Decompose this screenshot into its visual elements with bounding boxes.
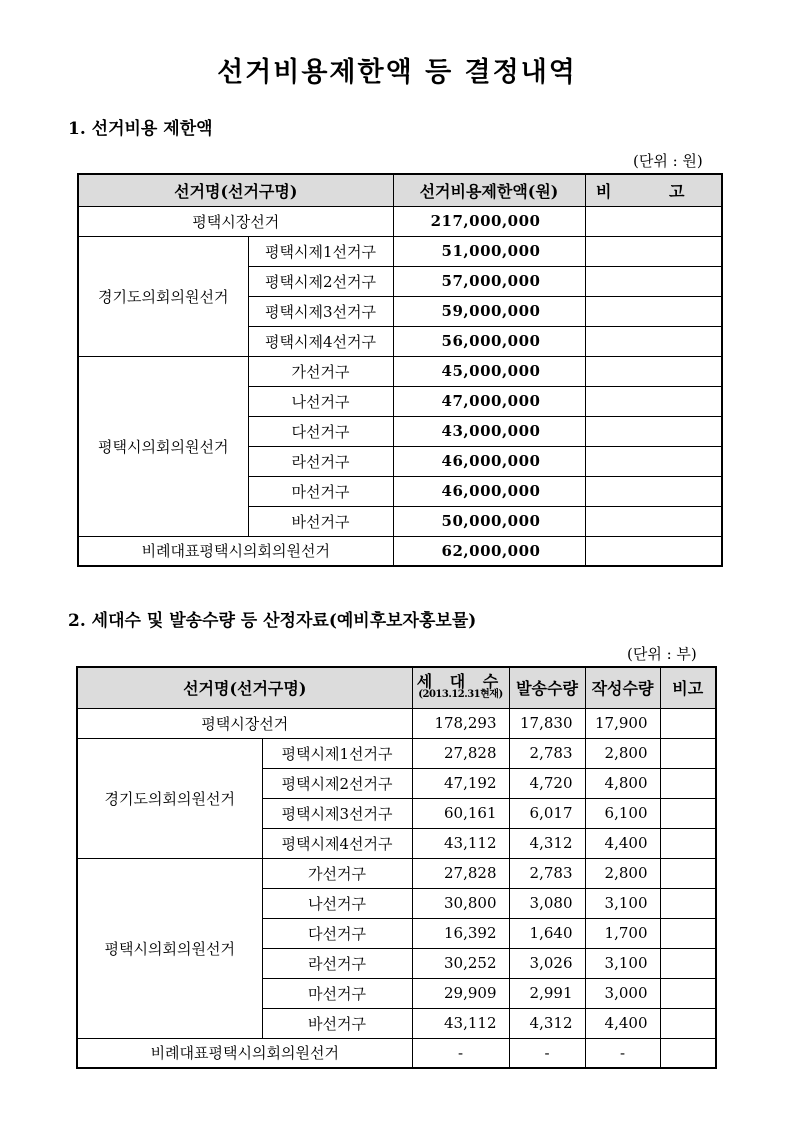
note-cell [660,768,716,798]
expense-limit-value: 217,000,000 [393,206,585,236]
note-cell [660,738,716,768]
election-group-label: 평택시의회의원선거 [78,356,248,536]
expense-limit-value: 62,000,000 [393,536,585,566]
made-quantity-value: 4,400 [585,828,660,858]
table-row [78,206,722,236]
district-name: 나선거구 [262,888,412,918]
note-cell [585,446,722,476]
households-value: 47,192 [412,768,509,798]
expense-limit-value: 51,000,000 [393,236,585,266]
note-cell [585,326,722,356]
note-cell [660,1038,716,1068]
district-name: 다선거구 [248,416,393,446]
sent-quantity-value: 2,783 [509,738,585,768]
made-quantity-value: 4,800 [585,768,660,798]
district-name: 마선거구 [262,978,412,1008]
households-value: 30,800 [412,888,509,918]
header-election-name: 선거명(선거구명) [78,174,393,206]
header-note: 비 고 [585,174,722,206]
households-value: 178,293 [412,708,509,738]
sent-quantity-value: 6,017 [509,798,585,828]
header-households [412,667,509,708]
expense-limit-value: 46,000,000 [393,446,585,476]
table-row [77,708,716,738]
sent-quantity-value: - [509,1038,585,1068]
expense-limit-value: 47,000,000 [393,386,585,416]
households-value: - [412,1038,509,1068]
note-cell [585,536,722,566]
district-name: 평택시제2선거구 [262,768,412,798]
section2-unit-note: (단위 : 부) [627,645,697,663]
made-quantity-value: 6,100 [585,798,660,828]
district-name: 바선거구 [262,1008,412,1038]
made-quantity-value: 4,400 [585,1008,660,1038]
note-cell [660,948,716,978]
district-name: 나선거구 [248,386,393,416]
table-row [78,356,722,386]
district-name: 라선거구 [248,446,393,476]
note-cell [585,356,722,386]
election-group-label: 경기도의회의원선거 [77,738,262,858]
table-row [77,858,716,888]
sent-quantity-value: 4,312 [509,828,585,858]
election-group-label: 경기도의회의원선거 [78,236,248,356]
sent-quantity-value: 17,830 [509,708,585,738]
expense-limit-value: 43,000,000 [393,416,585,446]
note-cell [660,798,716,828]
households-value: 27,828 [412,738,509,768]
households-value: 27,828 [412,858,509,888]
note-cell [585,416,722,446]
section1-unit-note: (단위 : 원) [633,152,703,170]
document-title: 선거비용제한액 등 결정내역 [217,57,577,88]
expense-limit-value: 50,000,000 [393,506,585,536]
sent-quantity-value: 1,640 [509,918,585,948]
note-cell [660,978,716,1008]
header-expense-limit: 선거비용제한액(원) [393,174,585,206]
made-quantity-value: 17,900 [585,708,660,738]
expense-limit-value: 56,000,000 [393,326,585,356]
header-election-name: 선거명(선거구명) [77,667,412,708]
expense-limit-value: 57,000,000 [393,266,585,296]
header-note: 비고 [660,667,716,708]
expense-limit-value: 59,000,000 [393,296,585,326]
made-quantity-value: 3,100 [585,948,660,978]
header-sent-quantity: 발송수량 [509,667,585,708]
made-quantity-value: 2,800 [585,858,660,888]
made-quantity-value: 3,100 [585,888,660,918]
note-cell [660,1008,716,1038]
district-name: 가선거구 [248,356,393,386]
households-value: 16,392 [412,918,509,948]
households-value: 29,909 [412,978,509,1008]
note-cell [660,888,716,918]
note-cell [660,858,716,888]
district-name: 다선거구 [262,918,412,948]
header-households-label: 세 대 수 [416,672,505,692]
note-cell [585,386,722,416]
district-name: 라선거구 [262,948,412,978]
note-cell [660,828,716,858]
households-value: 30,252 [412,948,509,978]
sent-quantity-value: 3,080 [509,888,585,918]
district-name: 평택시제3선거구 [248,296,393,326]
note-cell [660,708,716,738]
sent-quantity-value: 4,312 [509,1008,585,1038]
households-value: 43,112 [412,1008,509,1038]
note-cell [585,236,722,266]
table-header-row [78,174,722,206]
district-name: 바선거구 [248,506,393,536]
expense-limit-table [77,173,723,567]
sent-quantity-value: 2,783 [509,858,585,888]
election-group-label: 평택시의회의원선거 [77,858,262,1038]
made-quantity-value: 1,700 [585,918,660,948]
district-name: 평택시제4선거구 [248,326,393,356]
section2-heading: 2. 세대수 및 발송수량 등 산정자료(예비후보자홍보물) [68,611,477,631]
table-row [78,236,722,266]
table-header-row [77,667,716,708]
sent-quantity-value: 3,026 [509,948,585,978]
election-name: 비례대표평택시의회의원선거 [78,536,393,566]
households-value: 60,161 [412,798,509,828]
note-cell [585,296,722,326]
households-value: 43,112 [412,828,509,858]
made-quantity-value: - [585,1038,660,1068]
sent-quantity-value: 4,720 [509,768,585,798]
district-name: 평택시제3선거구 [262,798,412,828]
note-cell [585,206,722,236]
made-quantity-value: 3,000 [585,978,660,1008]
made-quantity-value: 2,800 [585,738,660,768]
expense-limit-value: 45,000,000 [393,356,585,386]
note-cell [585,476,722,506]
district-name: 평택시제4선거구 [262,828,412,858]
header-made-quantity: 작성수량 [585,667,660,708]
election-name: 비례대표평택시의회의원선거 [77,1038,412,1068]
district-name: 평택시제2선거구 [248,266,393,296]
expense-limit-value: 46,000,000 [393,476,585,506]
section1-heading: 1. 선거비용 제한액 [68,119,213,139]
district-name: 평택시제1선거구 [248,236,393,266]
district-name: 평택시제1선거구 [262,738,412,768]
election-name: 평택시장선거 [78,206,393,236]
note-cell [585,506,722,536]
district-name: 가선거구 [262,858,412,888]
table-row [77,738,716,768]
household-count-table [76,666,717,1069]
district-name: 마선거구 [248,476,393,506]
note-cell [660,918,716,948]
election-name: 평택시장선거 [77,708,412,738]
sent-quantity-value: 2,991 [509,978,585,1008]
table-row [77,1038,716,1068]
header-households-date: (2013.12.31현재) [418,689,503,701]
table-row [78,536,722,566]
note-cell [585,266,722,296]
